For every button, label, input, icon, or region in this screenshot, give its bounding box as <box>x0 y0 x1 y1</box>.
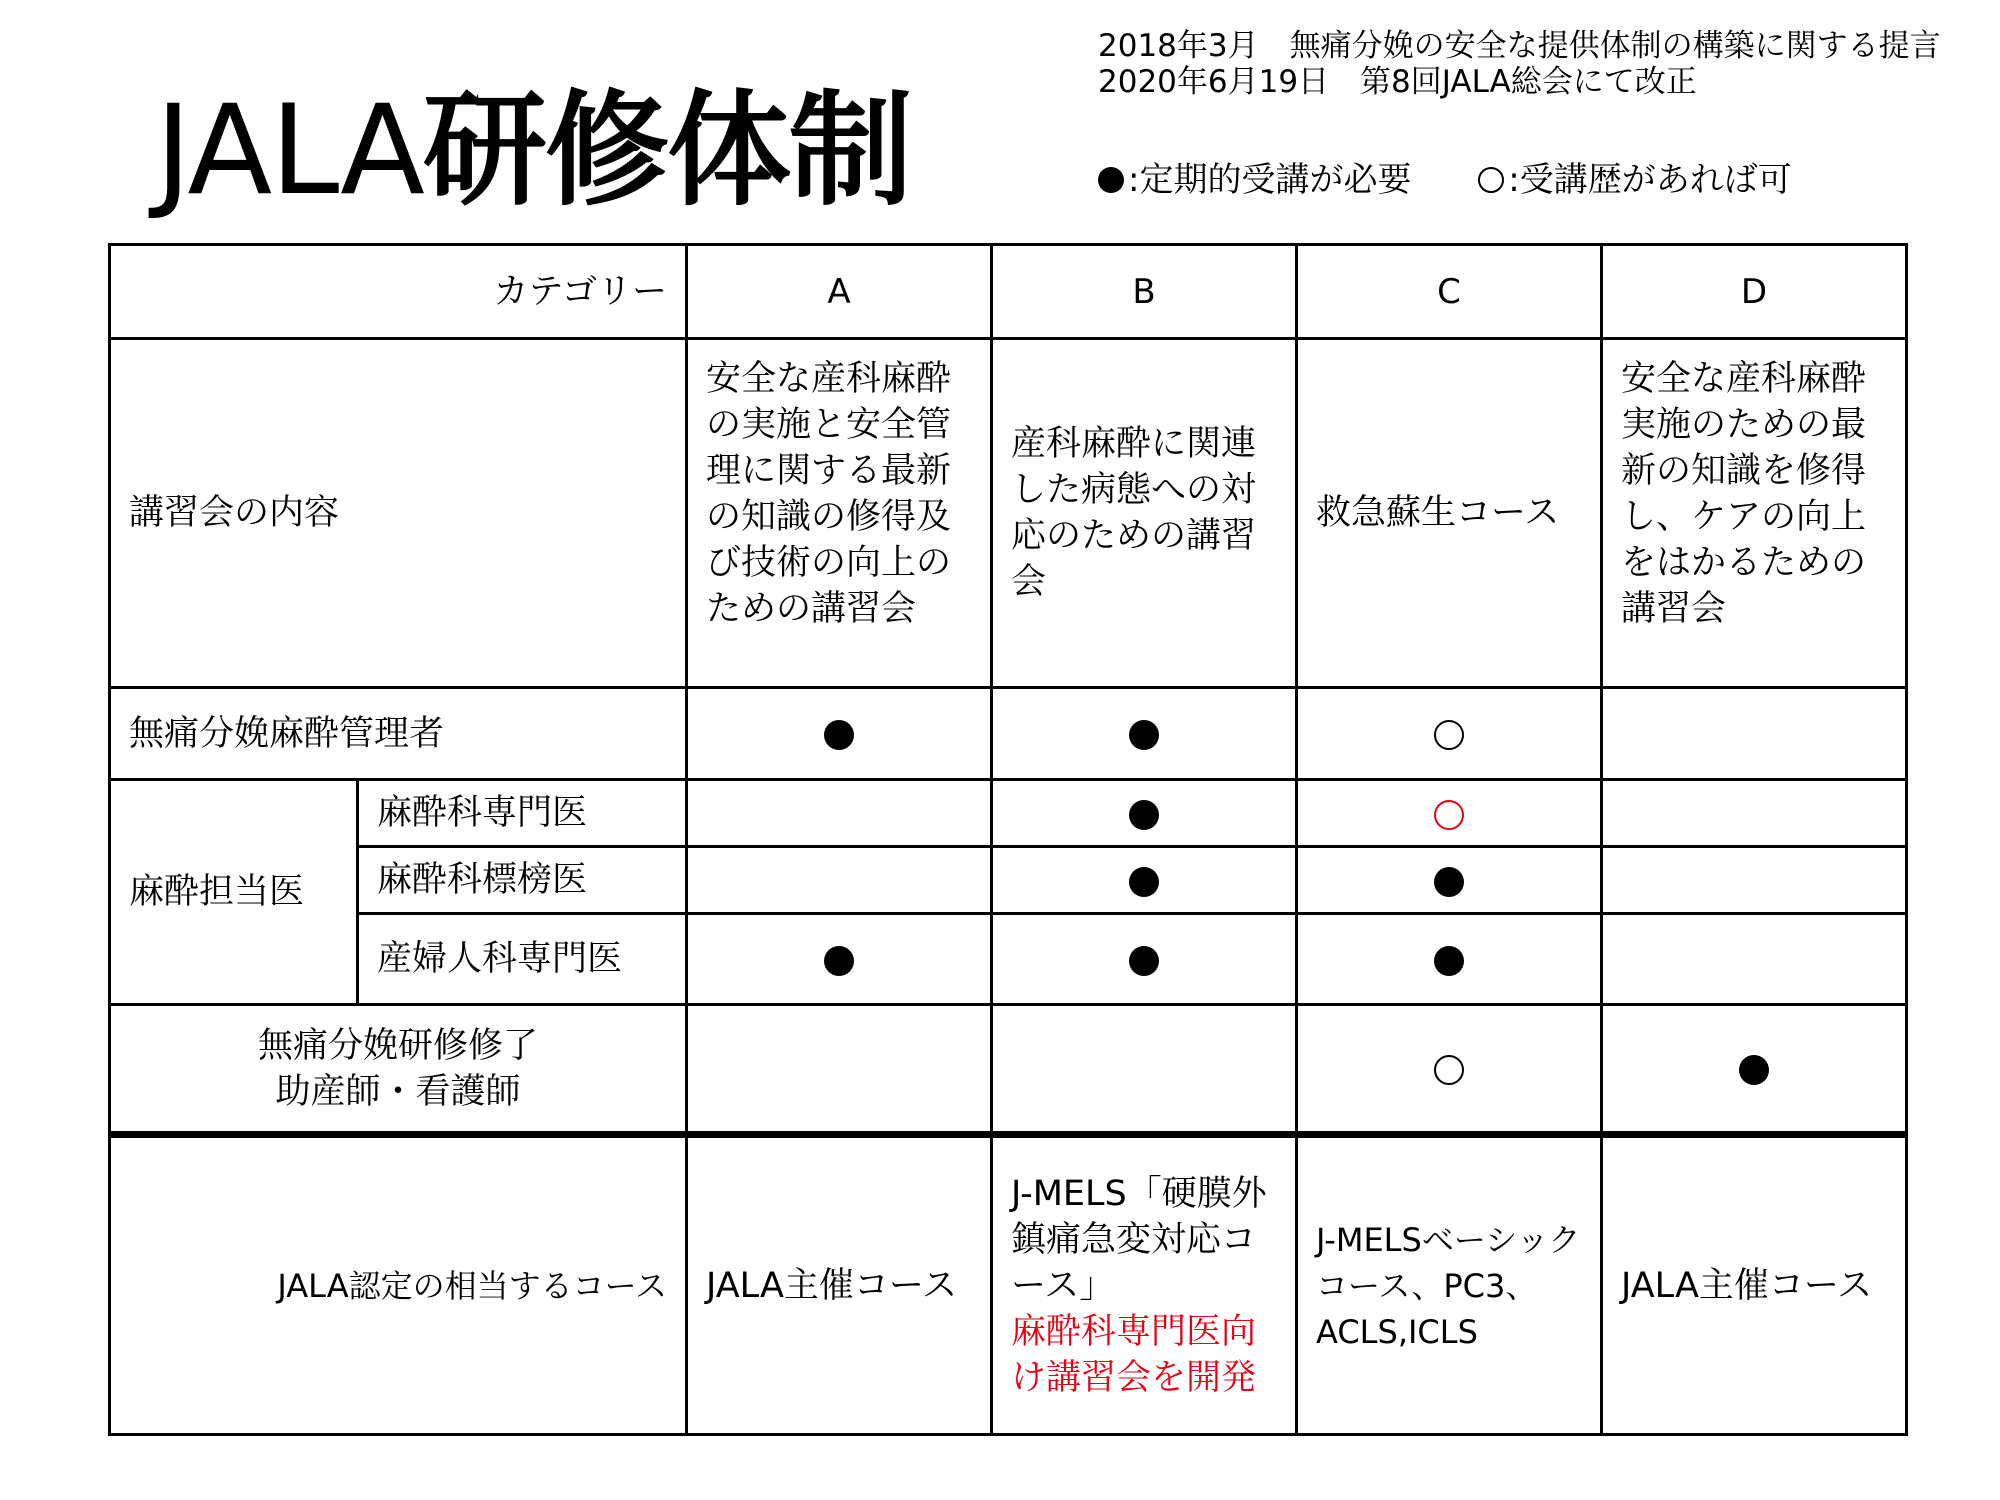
header-row <box>110 245 1907 339</box>
manager-mark-c <box>1297 688 1602 780</box>
filled-circle-icon <box>1434 867 1464 897</box>
midwife-mark-d <box>1602 1005 1907 1135</box>
midwife-row <box>110 1005 1907 1135</box>
anesthesiology-registered-label: 麻酔科標榜医 <box>358 847 687 914</box>
manager-mark-b <box>992 688 1297 780</box>
obgyn-mark-b <box>992 914 1297 1005</box>
page-title-jp: 研修体制 <box>422 79 911 223</box>
course-b-new-course: 麻酔科専門医向け講習会を開発 <box>1011 1311 1257 1398</box>
obgyn-mark-a <box>687 914 992 1005</box>
revision-note-2018: 2018年3月 無痛分娩の安全な提供体制の構築に関する提言 <box>1098 28 1941 64</box>
open-circle-icon <box>1434 1055 1464 1085</box>
filled-circle-icon <box>1098 167 1124 193</box>
filled-circle-icon <box>824 946 854 976</box>
filled-circle-icon <box>1434 946 1464 976</box>
page-title <box>155 79 911 223</box>
registered-mark-b <box>992 847 1297 914</box>
column-header-a: A <box>687 245 992 339</box>
course-row-label: JALA認定の相当するコース <box>110 1135 687 1435</box>
legend-required-label: :定期的受講が必要 <box>1128 160 1412 200</box>
midwife-row-label <box>110 1005 687 1135</box>
course-cell-a: JALA主催コース <box>687 1135 992 1435</box>
manager-row <box>110 688 1907 780</box>
open-circle-icon <box>1478 167 1504 193</box>
filled-circle-icon <box>1129 867 1159 897</box>
course-b-jmels: J-MELS「硬膜外鎮痛急変対応コース」 <box>1011 1173 1267 1306</box>
content-cell-a: 安全な産科麻酔の実施と安全管理に関する最新の知識の修得及び技術の向上のための講習会 <box>687 339 992 688</box>
legend-required <box>1098 160 1411 200</box>
manager-mark-a <box>687 688 992 780</box>
content-row-label: 講習会の内容 <box>110 339 687 688</box>
anesthetist-group-label: 麻酔担当医 <box>110 780 358 1005</box>
filled-circle-icon <box>1739 1055 1769 1085</box>
open-circle-red-icon <box>1434 800 1464 830</box>
registered-mark-d <box>1602 847 1907 914</box>
category-header: カテゴリー <box>110 245 687 339</box>
course-row <box>110 1135 1907 1435</box>
midwife-mark-c <box>1297 1005 1602 1135</box>
obgyn-mark-d <box>1602 914 1907 1005</box>
content-cell-c: 救急蘇生コース <box>1297 339 1602 688</box>
course-cell-c: J-MELSベーシックコース、PC3、ACLS,ICLS <box>1297 1135 1602 1435</box>
column-header-d: D <box>1602 245 1907 339</box>
column-header-c: C <box>1297 245 1602 339</box>
training-table <box>108 243 1908 1436</box>
legend-optional <box>1478 160 1791 200</box>
obgyn-mark-c <box>1297 914 1602 1005</box>
legend <box>1098 160 1792 202</box>
midwife-label-line1: 無痛分娩研修修了 <box>257 1025 538 1066</box>
filled-circle-icon <box>1129 720 1159 750</box>
anesthesiologist-specialist-label: 麻酔科専門医 <box>358 780 687 847</box>
course-cell-b <box>992 1135 1297 1435</box>
revision-note-2020: 2020年6月19日 第8回JALA総会にて改正 <box>1098 64 1697 100</box>
midwife-mark-a <box>687 1005 992 1135</box>
open-circle-icon <box>1434 720 1464 750</box>
obgyn-specialist-row <box>110 914 1907 1005</box>
filled-circle-icon <box>1129 800 1159 830</box>
specialist-mark-c <box>1297 780 1602 847</box>
registered-mark-a <box>687 847 992 914</box>
specialist-mark-a <box>687 780 992 847</box>
specialist-mark-d <box>1602 780 1907 847</box>
content-cell-d: 安全な産科麻酔実施のための最新の知識を修得し、ケアの向上をはかるための講習会 <box>1602 339 1907 688</box>
manager-mark-d <box>1602 688 1907 780</box>
page-title-latin: JALA <box>155 79 423 223</box>
anesthesiologist-specialist-row <box>110 780 1907 847</box>
manager-row-label: 無痛分娩麻酔管理者 <box>110 688 687 780</box>
anesthesiology-registered-row <box>110 847 1907 914</box>
column-header-b: B <box>992 245 1297 339</box>
specialist-mark-b <box>992 780 1297 847</box>
registered-mark-c <box>1297 847 1602 914</box>
filled-circle-icon <box>1129 946 1159 976</box>
content-cell-b: 産科麻酔に関連した病態への対応のための講習会 <box>992 339 1297 688</box>
midwife-mark-b <box>992 1005 1297 1135</box>
legend-optional-label: :受講歴があれば可 <box>1508 160 1792 200</box>
content-row <box>110 339 1907 688</box>
midwife-label-line2: 助産師・看護師 <box>275 1071 521 1112</box>
obgyn-specialist-label: 産婦人科専門医 <box>358 914 687 1005</box>
filled-circle-icon <box>824 720 854 750</box>
header-notes <box>1098 28 1988 100</box>
course-cell-d: JALA主催コース <box>1602 1135 1907 1435</box>
